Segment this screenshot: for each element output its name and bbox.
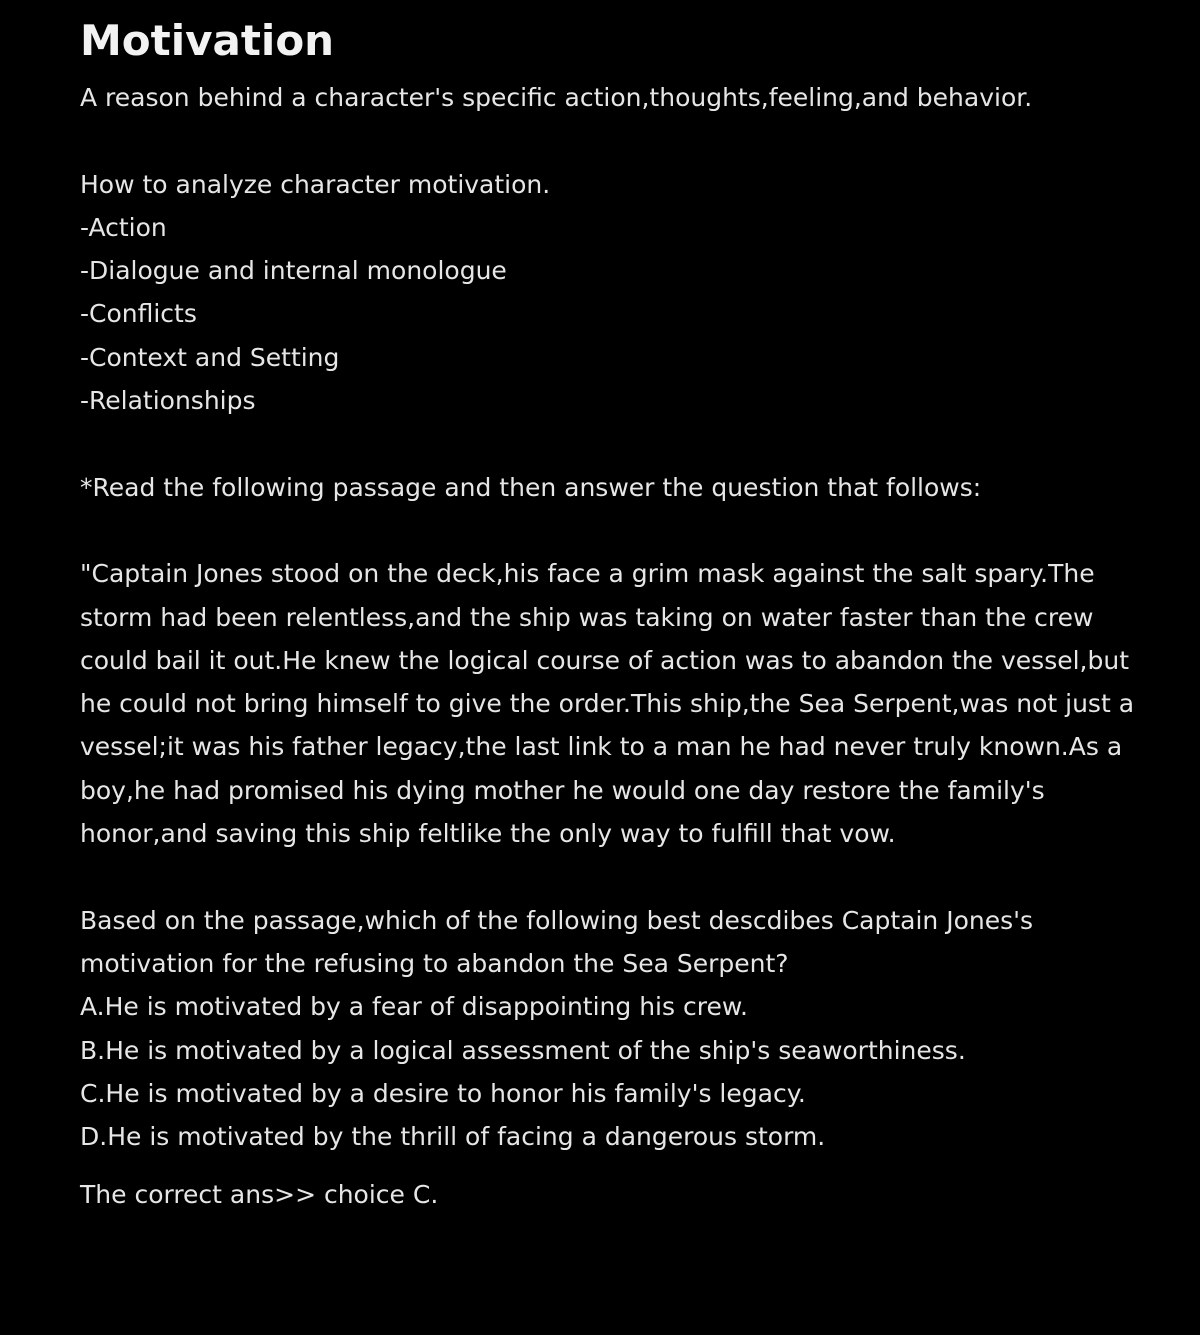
analyze-item-conflicts: -Conflicts	[80, 299, 197, 329]
note-body[interactable]	[80, 14, 1135, 1217]
question-paragraph	[80, 899, 1130, 986]
blank-line	[80, 119, 1130, 162]
answer-text: The correct ans>> choice C.	[80, 1180, 439, 1210]
passage-line: boy,he had promised his dying mother he would one day restore the family's	[80, 775, 1045, 805]
question-line: Based on the passage,which of the following best descdibes Captain Jones's	[80, 905, 1034, 935]
choice-c: C.He is motivated by a desire to honor his family's legacy.	[80, 1078, 806, 1108]
analyze-item-dialogue: -Dialogue and internal monologue	[80, 256, 507, 286]
analyze-item-context: -Context and Setting	[80, 342, 340, 372]
blank-line	[80, 509, 1130, 552]
passage-line: "Captain Jones stood on the deck,his face a grim mask against the salt spary.The	[80, 559, 1095, 589]
passage-paragraph	[80, 552, 1135, 855]
passage-line: he could not bring himself to give the order.This ship,the Sea Serpent,was not just a	[80, 689, 1135, 719]
passage-line: honor,and saving this ship feltlike the only way to fulfill that vow.	[80, 819, 896, 849]
question-line: motivation for the refusing to abandon the Sea Serpent?	[80, 948, 789, 978]
choice-b: B.He is motivated by a logical assessment of the ship's seaworthiness.	[80, 1035, 966, 1065]
analyze-item-relationships: -Relationships	[80, 386, 256, 416]
passage-line: vessel;it was his father legacy,the last link to a man he had never truly known.As a	[80, 732, 1123, 762]
choice-d: D.He is motivated by the thrill of facing a dangerous storm.	[80, 1122, 826, 1152]
passage-line: storm had been relentless,and the ship was taking on water faster than the crew	[80, 602, 1094, 632]
passage-line: could bail it out.He knew the logical course of action was to abandon the vessel,but	[80, 645, 1130, 675]
instruction-text: *Read the following passage and then answer the question that follows:	[80, 472, 982, 502]
blank-line	[80, 422, 1130, 465]
analyze-item-action: -Action	[80, 212, 167, 242]
note-title: Motivation	[80, 16, 335, 65]
definition-text: A reason behind a character's specific action,thoughts,feeling,and behavior.	[80, 83, 1033, 112]
analyze-heading: How to analyze character motivation.	[80, 169, 551, 199]
blank-line	[80, 855, 1130, 898]
blank-line	[80, 1158, 1130, 1173]
choice-a: A.He is motivated by a fear of disappointing his crew.	[80, 992, 748, 1022]
